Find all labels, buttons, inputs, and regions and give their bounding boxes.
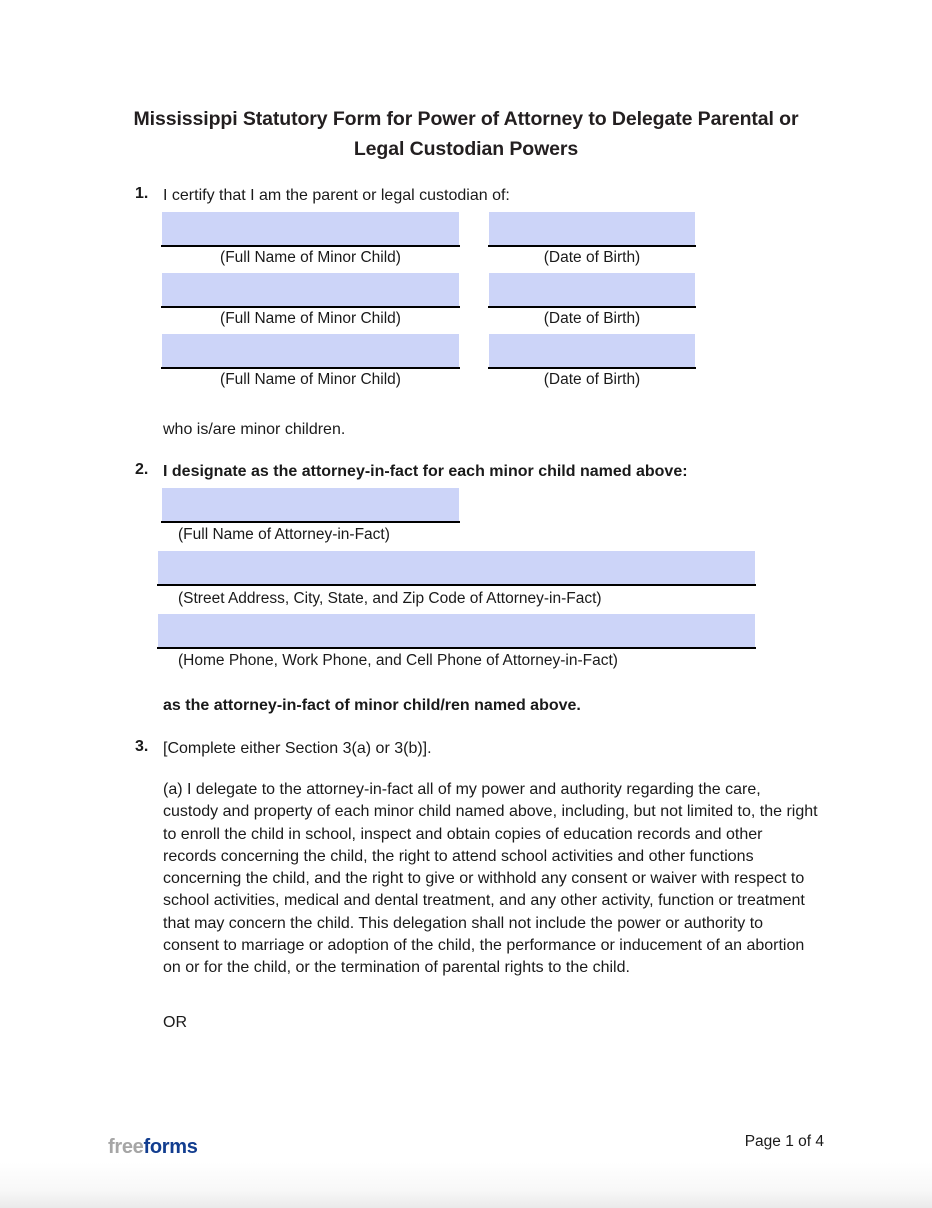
- page-number: Page 1 of 4: [744, 1133, 824, 1150]
- minor-child-dob-caption-3: (Date of Birth): [543, 371, 641, 388]
- attorney-name-field[interactable]: [162, 488, 459, 521]
- section-3-number: 3.: [135, 738, 149, 755]
- section-1-number: 1.: [135, 185, 149, 202]
- logo-text-free: free: [108, 1136, 144, 1158]
- section-3-lead-text: [Complete either Section 3(a) or 3(b)].: [163, 740, 432, 757]
- minor-child-dob-rule-1: [488, 245, 696, 247]
- minor-child-name-rule-3: [161, 367, 460, 369]
- minor-child-dob-rule-2: [488, 306, 696, 308]
- page-title: Mississippi Statutory Form for Power of Attorney to Delegate Parental or Legal Custodian Powers: [133, 108, 799, 160]
- minor-child-name-caption-2: (Full Name of Minor Child): [220, 310, 401, 327]
- section-1-closing-text: who is/are minor children.: [163, 421, 346, 438]
- minor-child-name-rule-1: [161, 245, 460, 247]
- minor-child-dob-caption-2: (Date of Birth): [543, 310, 641, 327]
- attorney-phone-rule: [157, 647, 756, 649]
- minor-child-dob-field-1[interactable]: [489, 212, 695, 245]
- minor-child-name-field-1[interactable]: [162, 212, 459, 245]
- minor-child-dob-field-3[interactable]: [489, 334, 695, 367]
- attorney-phone-field[interactable]: [158, 614, 755, 647]
- attorney-address-field[interactable]: [158, 551, 755, 584]
- minor-child-name-field-2[interactable]: [162, 273, 459, 306]
- section-3-or-label: OR: [163, 1014, 187, 1031]
- minor-child-dob-rule-3: [488, 367, 696, 369]
- minor-child-name-rule-2: [161, 306, 460, 308]
- section-2-closing-text: as the attorney-in-fact of minor child/ren named above.: [163, 697, 581, 714]
- minor-child-dob-field-2[interactable]: [489, 273, 695, 306]
- section-2-lead-text: I designate as the attorney-in-fact for each minor child named above:: [163, 463, 688, 480]
- freeforms-logo: [108, 1135, 198, 1159]
- minor-child-name-field-3[interactable]: [162, 334, 459, 367]
- attorney-phone-caption: (Home Phone, Work Phone, and Cell Phone of Attorney-in-Fact): [178, 652, 618, 669]
- attorney-address-rule: [157, 584, 756, 586]
- minor-child-name-caption-1: (Full Name of Minor Child): [220, 249, 401, 266]
- attorney-name-caption: (Full Name of Attorney-in-Fact): [178, 526, 390, 543]
- section-1-lead-text: I certify that I am the parent or legal custodian of:: [163, 187, 510, 204]
- section-2-number: 2.: [135, 461, 149, 478]
- section-3a-paragraph: (a) I delegate to the attorney-in-fact all of my power and authority regarding the care, custody and property of each minor child named above, including, but not limited to, the right to enroll the child in school, inspect and obtain copies of education records and other records concerning the child, the right to attend school activities and other functions concerning the child, and the right to give or withhold any consent or waiver with respect to school activities, medical and dental treatment, and any other activity, function or treatment that may concern the child. This delegation shall not include the power or authority to consent to marriage or adoption of the child, the performance or inducement of an abortion on or for the child, or the termination of parental rights to the child.: [163, 781, 818, 977]
- page-edge-shadow: [0, 1162, 932, 1208]
- logo-text-forms: forms: [143, 1136, 198, 1158]
- minor-child-name-caption-3: (Full Name of Minor Child): [220, 371, 401, 388]
- attorney-address-caption: (Street Address, City, State, and Zip Code of Attorney-in-Fact): [178, 590, 602, 607]
- minor-child-dob-caption-1: (Date of Birth): [543, 249, 641, 266]
- attorney-name-rule: [161, 521, 460, 523]
